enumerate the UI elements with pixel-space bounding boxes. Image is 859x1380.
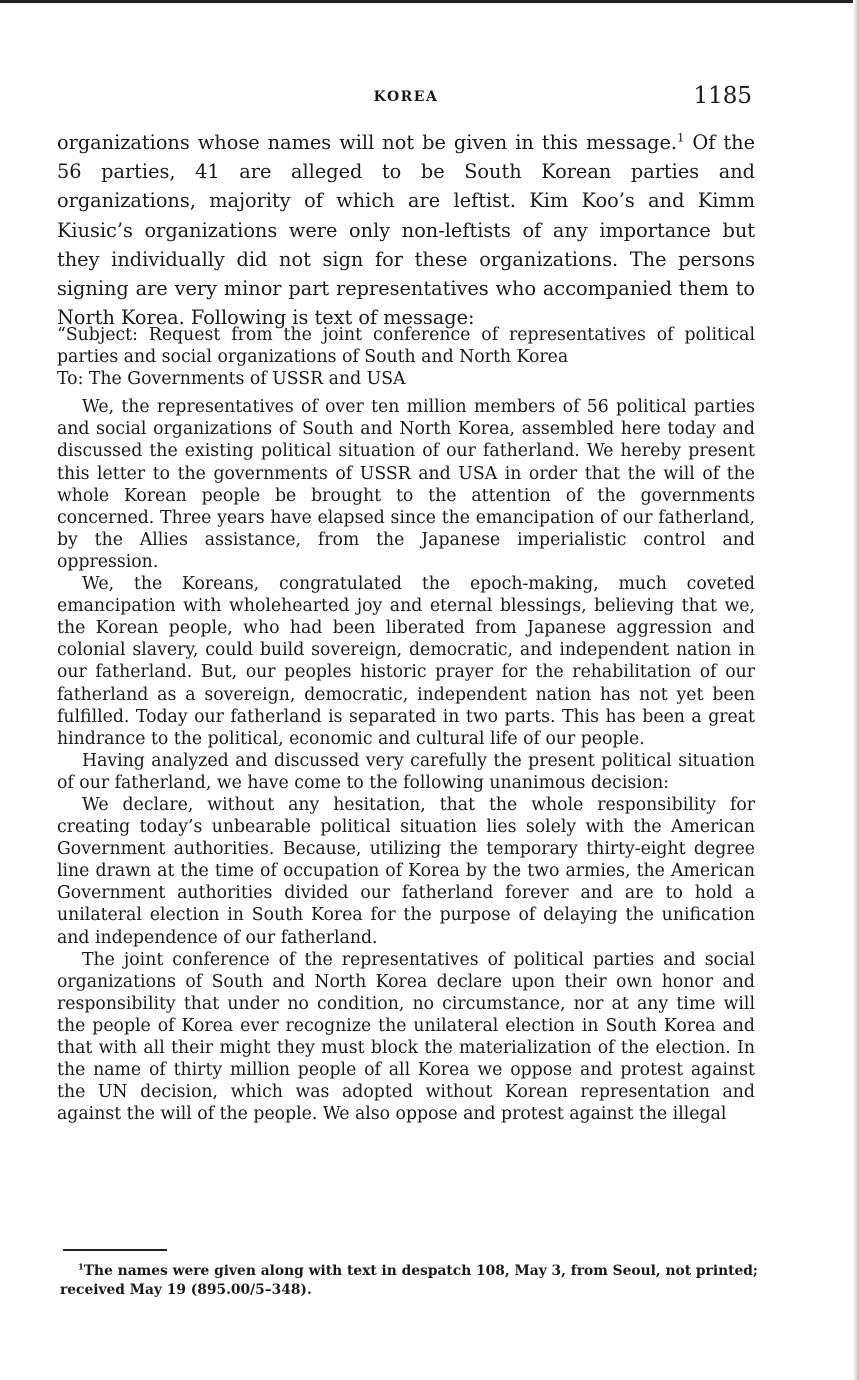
message-text — [57, 324, 755, 1125]
footnote-marker: 1 — [78, 1261, 84, 1272]
footnote-paragraph — [60, 1262, 758, 1299]
intro-text — [57, 128, 755, 332]
footnote-text: The names were given along with text in despatch 108, May 3, from Seoul, not printed; received May 19 (895.00/5–348). — [60, 1263, 758, 1298]
intro-text-before-note: organizations whose names will not be given in this message. — [57, 131, 677, 154]
intro-paragraph — [57, 128, 755, 332]
page-header — [60, 83, 752, 113]
page-number: 1185 — [693, 83, 752, 109]
footnote-divider — [63, 1249, 167, 1251]
intro-text-after-note: Of the 56 parties, 41 are alleged to be South Korean parties and organizations, majority of which are leftist. Kim Koo’s and Kimm Kiusic’s organizations were only non-leftists of any importance but they individually did not sign for these organizations. The persons signing are very minor part representatives who accompanied them to North Korea. Following is text of message: — [57, 131, 756, 330]
message-paragraph: Having analyzed and discussed very carefully the present political situation of our fatherland, we have come to the following unanimous decision: — [57, 750, 755, 793]
message-subject: “Subject: Request from the joint conference of representatives of political parties and social organizations of South and North Korea — [57, 325, 755, 368]
footnote-reference: 1 — [677, 130, 685, 145]
message-paragraph: We declare, without any hesitation, that the whole responsibility for creating today’s unbearable political situation lies solely with the American Government authorities. Because, utilizing the temporary thirty-eight degree line drawn at the time of occupation of Korea by the two armies, the American Government authorities divided our fatherland forever and are to hold a unilateral election in South Korea for the purpose of delaying the unification and independence of our fatherland. — [57, 794, 755, 948]
page-edge-shadow — [853, 0, 859, 1380]
top-border — [0, 0, 859, 3]
message-paragraph: We, the representatives of over ten million members of 56 political parties and social organizations of South and North Korea, assembled here today and discussed the existing political situation of our fatherland. We hereby present this letter to the governments of USSR and USA in order that the will of the whole Korean people be brought to the attention of the governments concerned. Three years have elapsed since the emancipation of our fatherland, by the Allies assistance, from the Japanese imperialistic control and oppression. — [57, 397, 755, 572]
footnote — [60, 1262, 758, 1299]
running-head: KOREA — [373, 89, 439, 105]
message-recipient: To: The Governments of USSR and USA — [57, 369, 406, 390]
message-paragraph: We, the Koreans, congratulated the epoch-making, much coveted emancipation with wholehearted joy and eternal blessings, believing that we, the Korean people, who had been liberated from Japanese aggression and colonial slavery, could build sovereign, democratic, and independent nation in our fatherland. But, our peoples historic prayer for the rehabilitation of our fatherland as a sovereign, democratic, independent nation has not yet been fulfilled. Today our fatherland is separated in two parts. This has been a great hindrance to the political, economic and cultural life of our people. — [57, 574, 755, 749]
message-paragraph: The joint conference of the representatives of political parties and social organizations of South and North Korea declare upon their own honor and responsibility that under no condition, no circumstance, nor at any time will the people of Korea ever recognize the unilateral election in South Korea and that with all their might they must block the materialization of the election. In the name of thirty million people of all Korea we oppose and protest against the UN decision, which was adopted without Korean representation and against the will of the people. We also oppose and protest against the illegal — [57, 949, 755, 1125]
